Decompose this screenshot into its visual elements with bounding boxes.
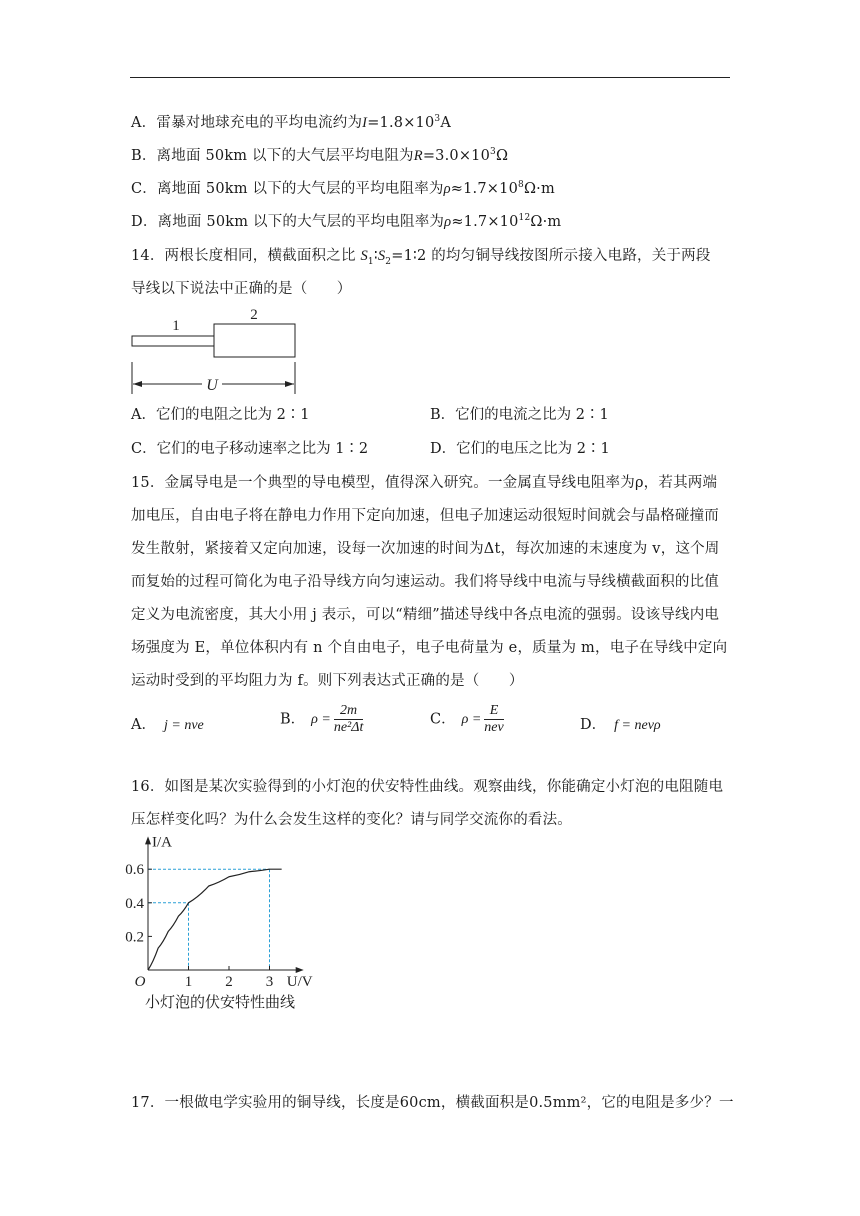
y-tick-label-0.6: 0.6 — [125, 862, 144, 879]
x-tick-label-1: 1 — [184, 974, 193, 990]
q17-stem-line1: 17．一根做电学实验用的铜导线，长度是60cm，横截面积是0.5mm²，它的电阻是多少？一 — [131, 1095, 734, 1111]
iv-curve — [148, 869, 282, 970]
q15-stem-line1: 15．金属导电是一个典型的导电模型，值得深入研究。一金属直导线电阻率为ρ，若其两端 — [131, 475, 718, 491]
q15-option-b-fraction: $\frac{2m}{\text{ne²Δt}}$ — [333, 703, 364, 735]
q15-option-c-fraction: $\frac{E}{\text{nev}}$ — [484, 703, 504, 735]
y-axis-arrow — [145, 836, 151, 844]
q14-option-b: B．它们的电流之比为 2∶1 — [430, 407, 609, 423]
q15-option-b: B． ρ = $\frac{2m}{\text{ne²Δt}}$ — [280, 703, 364, 735]
u-label: U — [206, 377, 218, 394]
q15-stem-line3: 发生散射，紧接着又定向加速，设每一次加速的时间为Δt，每次加速的末速度为 v，这个周 — [131, 541, 720, 557]
origin-label: O — [134, 974, 146, 990]
y-tick-label-0.2: 0.2 — [125, 929, 144, 946]
q14-stem-line2: 导线以下说法中正确的是（ ） — [131, 281, 352, 297]
q15-option-c: C． ρ = $\frac{E}{\text{nev}}$ — [430, 703, 504, 735]
q15-stem-line2: 加电压，自由电子将在静电力作用下定向加速，但电子加速运动很短时间就会与晶格碰撞而 — [131, 508, 719, 524]
q13-option-a: A．雷暴对地球充电的平均电流约为$I=1.8\times 10^3A$ — [131, 114, 452, 131]
q15-stem-line5: 定义为电流密度，其大小用 j 表示，可以“精细”描述导线中各点电流的强弱。设该导线内电 — [131, 607, 720, 623]
conductor-1 — [132, 336, 214, 346]
q13-option-b: B．离地面 50km 以下的大气层平均电阻为$R=3.0\times 10^3\Omega$ — [131, 147, 509, 164]
q15-stem-line7: 运动时受到的平均阻力为 f。则下列表达式正确的是（ ） — [131, 673, 524, 689]
q15-option-d: D． f = nevρ — [580, 717, 661, 733]
y-axis-label: I/A — [152, 834, 172, 851]
q13-option-d: D．离地面 50km 以下的大气层的平均电阻率为$\rho\approx 1.7\times 10^{12}\Omega\cdot m$ — [131, 213, 562, 230]
x-axis-arrow — [296, 967, 304, 973]
chart-caption: 小灯泡的伏安特性曲线 — [145, 993, 296, 1011]
x-tick-label-2: 2 — [225, 974, 233, 990]
iv-characteristic-chart — [125, 834, 333, 1016]
q15-stem-line4: 而复始的过程可简化为电子沿导线方向匀速运动。我们将导线中电流与导线横截面积的比值 — [131, 574, 719, 590]
q14-conductor-figure — [128, 302, 303, 396]
q13-option-c: C．离地面 50km 以下的大气层的平均电阻率为$\rho\approx 1.7\times 10^8\Omega\cdot m$ — [131, 180, 555, 197]
conductor-2 — [214, 324, 295, 357]
q16-stem-line2: 压怎样变化吗？为什么会发生这样的变化？请与同学交流你的看法。 — [131, 812, 572, 828]
y-tick-label-0.4: 0.4 — [125, 895, 144, 912]
header-rule — [130, 77, 730, 78]
q15-stem-line6: 场强度为 E，单位体积内有 n 个自由电子，电子电荷量为 e，质量为 m，电子在导线中定向 — [131, 640, 728, 656]
x-tick-label-3: 3 — [265, 974, 274, 990]
u-arrowhead-left — [133, 381, 142, 387]
q16-stem-line1: 16．如图是某次实验得到的小灯泡的伏安特性曲线。观察曲线，你能确定小灯泡的电阻随电 — [131, 779, 724, 795]
conductor-2-label: 2 — [250, 307, 258, 323]
conductor-1-label: 1 — [172, 318, 180, 334]
q14-option-a: A．它们的电阻之比为 2∶1 — [131, 407, 310, 423]
q14-stem-line1: 14．两根长度相同，横截面积之比 $S_1∶S_2=1∶2$ 的均匀铜导线按图所示接入电路，关于两段 — [131, 248, 711, 267]
q15-option-a: A． j = nve — [131, 717, 204, 733]
u-arrowhead-right — [285, 381, 294, 387]
q14-option-c: C．它们的电子移动速率之比为 1∶2 — [131, 441, 369, 457]
q14-option-d: D．它们的电压之比为 2∶1 — [430, 441, 610, 457]
x-axis-label: U/V — [286, 974, 313, 990]
